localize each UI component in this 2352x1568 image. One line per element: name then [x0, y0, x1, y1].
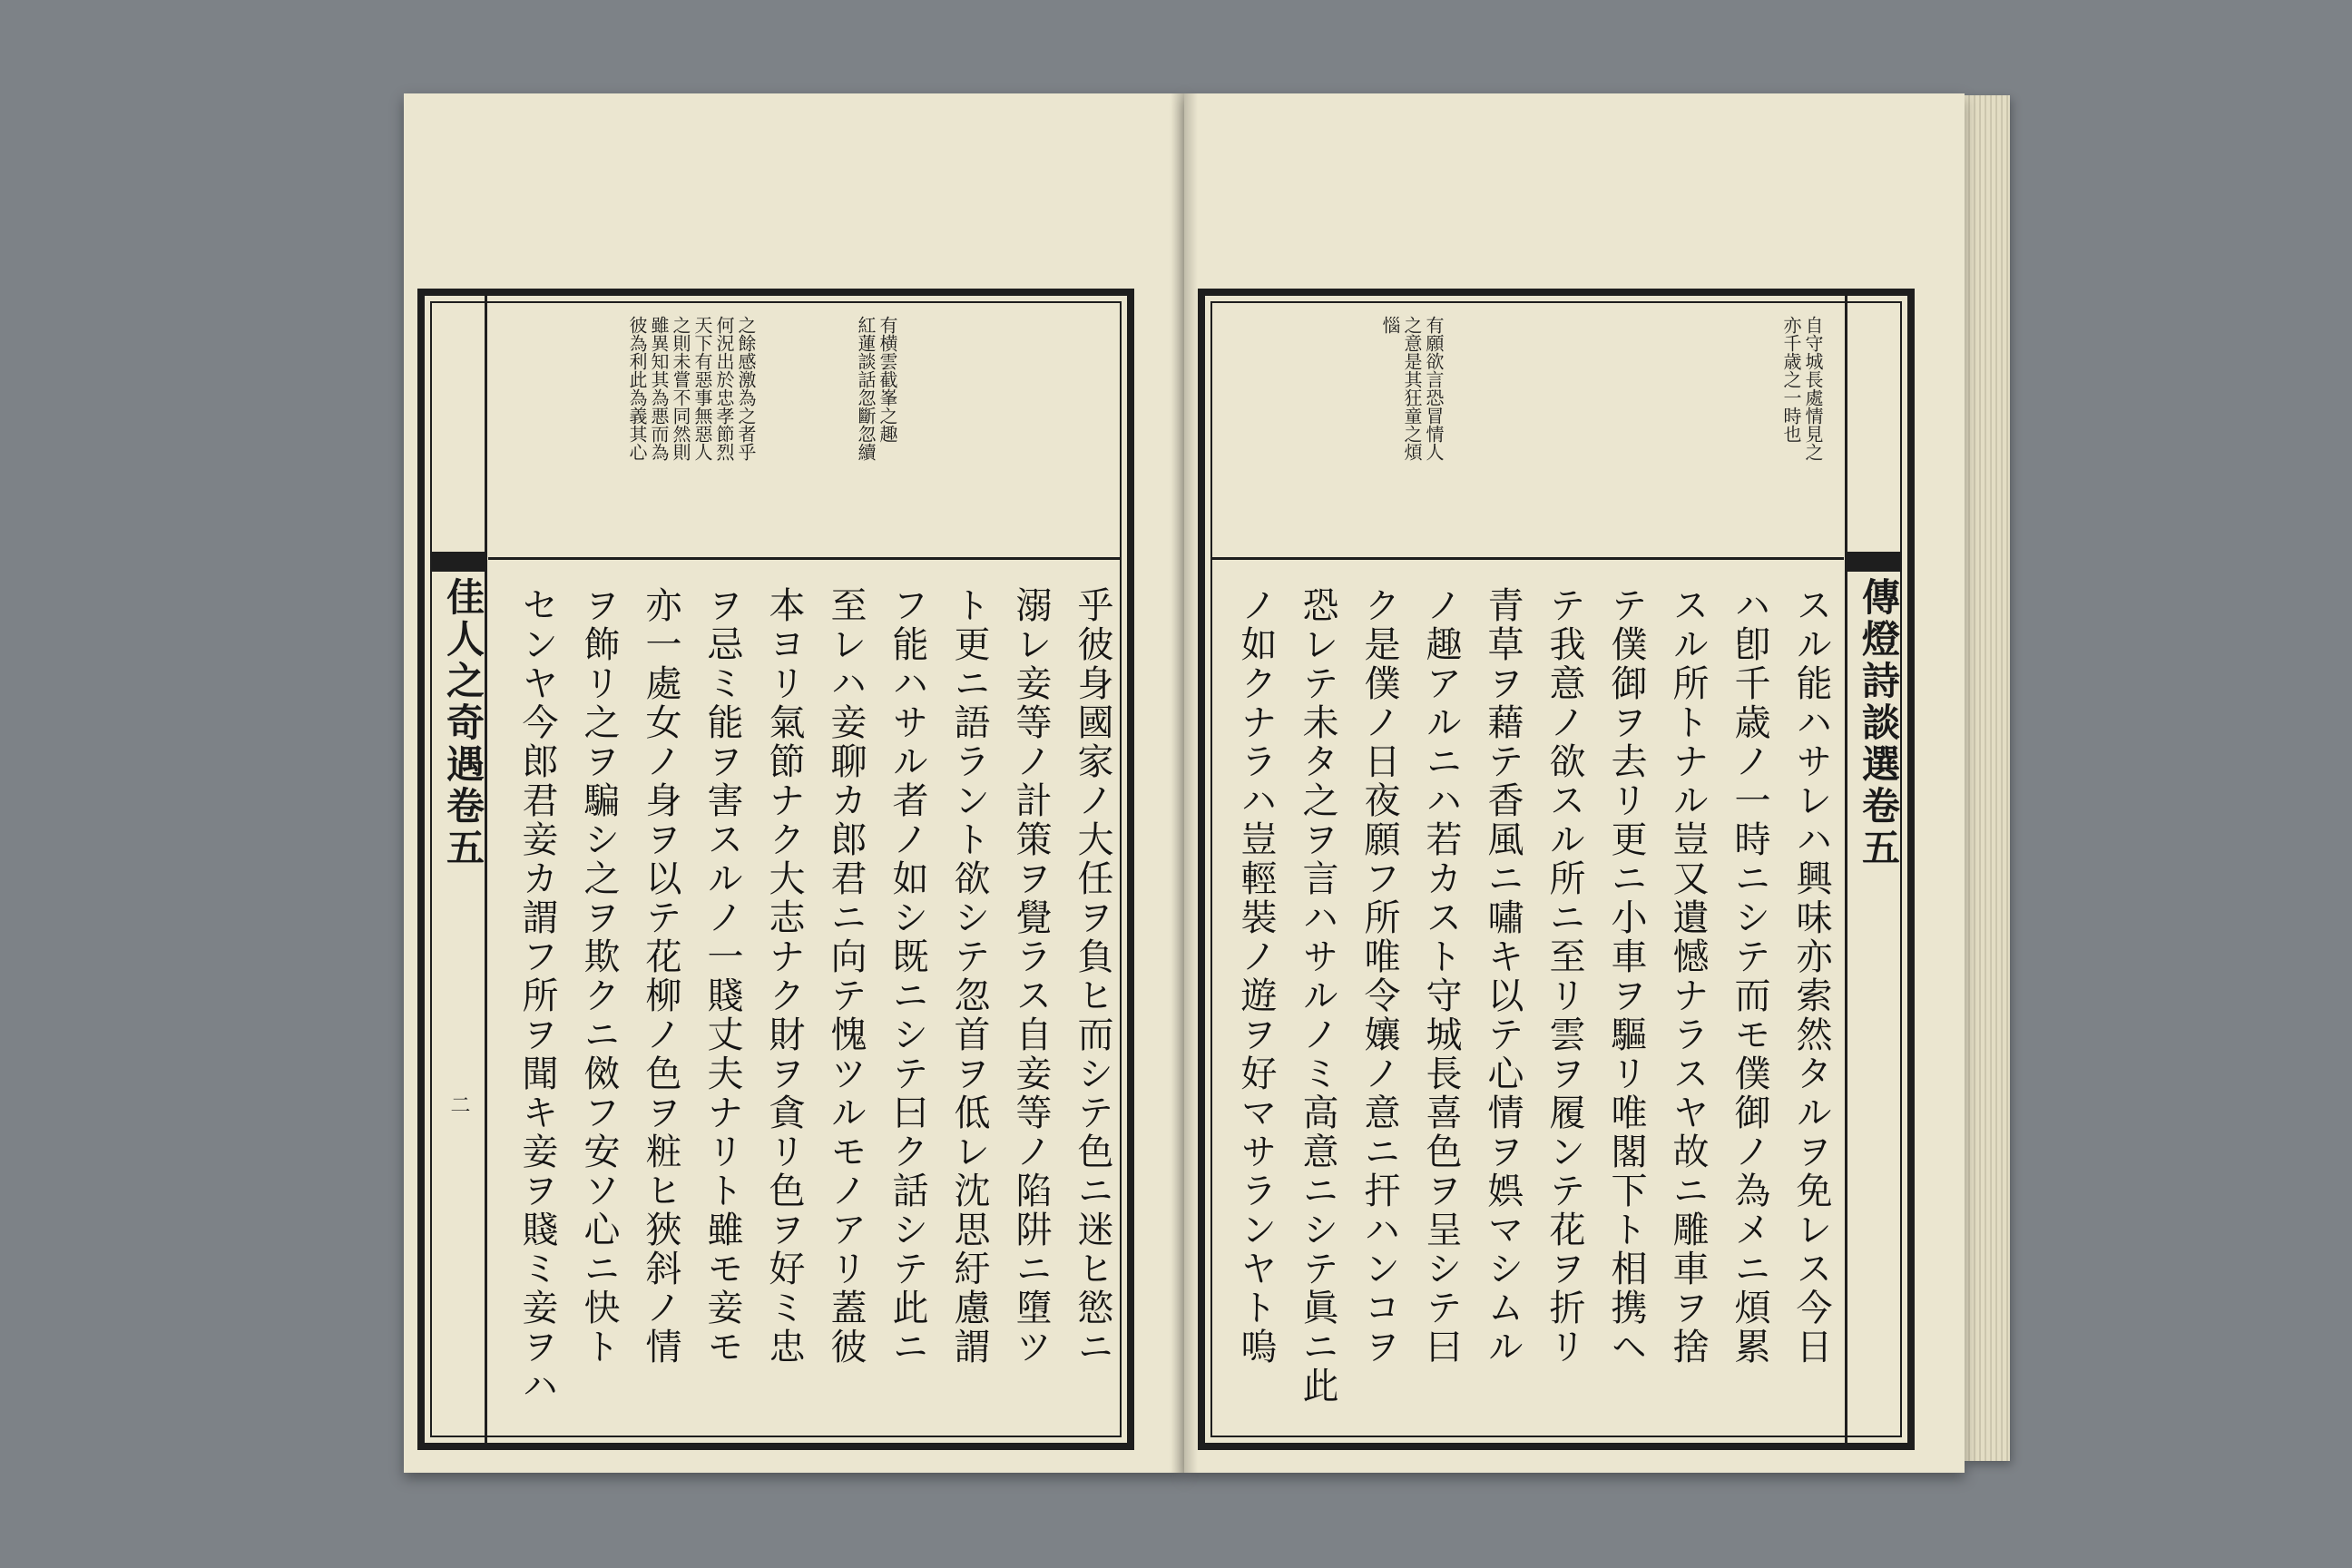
right-headnote-line: 亦千歳之一時也	[1780, 316, 1802, 443]
right-text-frame	[1198, 289, 1915, 1450]
right-spine-column	[1845, 296, 1900, 1443]
right-text-column: ハ卽千歳ノ一時ニシテ而モ僕御ノ為メニ煩累	[1729, 586, 1770, 1367]
left-headnote-line: 雖異知其為悪而為	[648, 316, 670, 461]
left-headnote-line: 彼為利此為義其心	[626, 316, 648, 461]
left-text-column: ト更ニ語ラント欲シテ忽首ヲ低レ沈思紆慮謂	[948, 586, 990, 1367]
right-headnote-line: 之意是其狂童之煩	[1401, 316, 1423, 461]
left-text-column: センヤ今郎君妾カ謂フ所ヲ聞キ妾ヲ賤ミ妾ヲハ	[516, 586, 558, 1406]
right-headnote-line: 自守城長處情見之	[1802, 316, 1824, 461]
right-text-column: スル能ハサレハ興味亦索然タルヲ免レス今日	[1790, 586, 1832, 1367]
left-text-column: ヲ飾リ之ヲ騙シ之ヲ欺クニ傚フ安ソ心ニ快ト	[578, 586, 620, 1367]
book-gutter	[1171, 93, 1198, 1473]
left-spine-column	[432, 296, 487, 1443]
left-text-column: 亦一處女ノ身ヲ以テ花柳ノ色ヲ粧ヒ狹斜ノ情	[640, 586, 681, 1367]
left-headnote-line: 天下有惡事無惡人	[691, 316, 713, 461]
right-text-column: ク是僕ノ日夜願フ所唯令孃ノ意ニ扞ハンコヲ	[1358, 586, 1400, 1367]
left-text-column: 乎彼身國家ノ大任ヲ負ヒ而シテ色ニ迷ヒ慾ニ	[1072, 586, 1113, 1367]
left-folio-number: 二	[447, 1094, 470, 1114]
right-text-column: テ我意ノ欲スル所ニ至リ雲ヲ履ンテ花ヲ折リ	[1544, 586, 1585, 1367]
right-headnote-line: 有願欲言恐冒情人	[1423, 316, 1445, 461]
left-headnote-line: 有横雲截峯之趣	[877, 316, 898, 443]
left-headnote-line: 之餘感激為之者乎	[735, 316, 757, 461]
page-stack-edge	[1965, 95, 2010, 1461]
right-text-column: 恐レテ未タ之ヲ言ハサルノミ高意ニシテ眞ニ此	[1297, 586, 1338, 1406]
right-text-column: ノ如クナラハ豈輕裝ノ遊ヲ好マサランヤト嗚	[1235, 586, 1277, 1367]
left-headnote-line: 紅蓮談話忽斷忽續	[855, 316, 877, 461]
left-text-column: 本ヨリ氣節ナク大志ナク財ヲ貪リ色ヲ好ミ忠	[763, 586, 805, 1367]
left-text-column: 溺レ妾等ノ計策ヲ覺ラス自妾等ノ陷阱ニ墮ツ	[1010, 586, 1052, 1367]
right-text-column: 青草ヲ藉テ香風ニ嘯キ以テ心情ヲ娯マシムル	[1482, 586, 1524, 1367]
fishtail-mark	[1847, 552, 1900, 572]
left-headnote-line: 何況出於忠孝節烈	[713, 316, 735, 461]
left-page	[404, 93, 1184, 1473]
left-spine-title: 佳人之奇遇卷五	[441, 577, 485, 869]
right-page	[1184, 93, 1965, 1473]
right-headnote-line: 惱	[1379, 316, 1401, 334]
open-book	[381, 86, 2005, 1479]
left-text-column: フ能ハサル者ノ如シ既ニシテ曰ク話シテ此ニ	[887, 586, 928, 1367]
right-text-column: テ僕御ヲ去リ更ニ小車ヲ驅リ唯閣下ト相携ヘ	[1605, 586, 1647, 1367]
left-headnote-line: 之則未嘗不同然則	[670, 316, 691, 461]
right-text-column: スル所トナル豈又遺憾ナラスヤ故ニ雕車ヲ捨	[1667, 586, 1709, 1367]
right-headnote-band	[1212, 303, 1844, 560]
right-spine-title: 傳燈詩談選卷五	[1857, 577, 1901, 869]
left-text-column: 至レハ妾聊カ郎君ニ向テ愧ツルモノアリ蓋彼	[825, 586, 867, 1367]
fishtail-mark	[432, 552, 485, 572]
left-text-column: ヲ忌ミ能ヲ害スルノ一賤丈夫ナリト雖モ妾モ	[701, 586, 743, 1367]
left-headnote-band	[488, 303, 1120, 560]
right-text-column: ノ趣アルニハ若カスト守城長喜色ヲ呈シテ曰	[1420, 586, 1462, 1367]
left-text-frame	[417, 289, 1134, 1450]
